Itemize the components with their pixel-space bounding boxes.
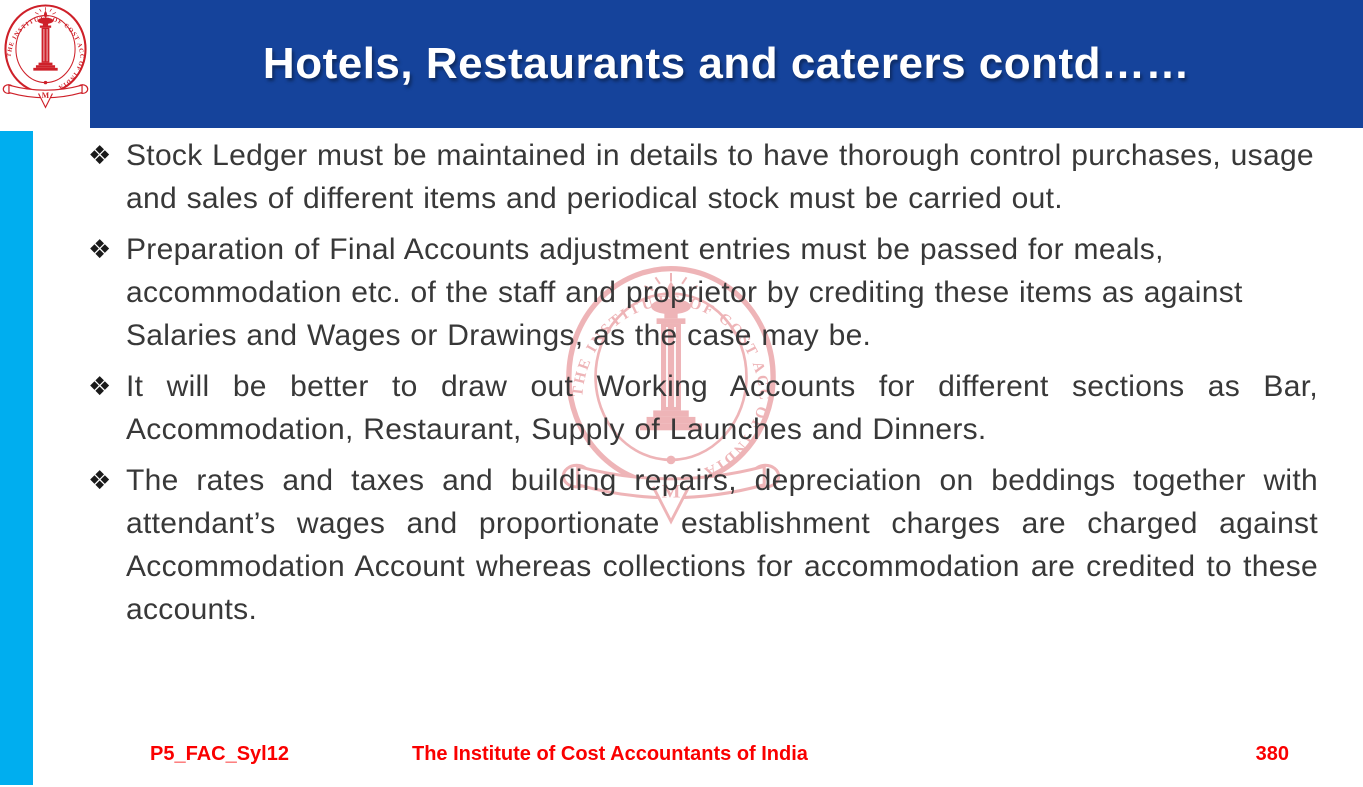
bullet-text: Stock Ledger must be maintained in details to have thorough control purchases, usage and sales of different items and periodical stock must be carried out. xyxy=(126,139,1314,215)
slide-footer xyxy=(0,737,1363,787)
bullet-text: The rates and taxes and building repairs, depreciation on beddings together with attendant’s wages and proportionate establishment charges are charged against Accommodation Account whereas collections for accommodation are credited to these accounts. xyxy=(126,464,1318,626)
bullet-text: It will be better to draw out Working Accounts for different sections as Bar, Accommodation, Restaurant, Supply of Launches and Dinners. xyxy=(126,370,1318,446)
institute-logo xyxy=(0,0,90,131)
institute-emblem-icon xyxy=(2,2,89,110)
bullet-marker-icon: ❖ xyxy=(88,465,112,495)
header-bar xyxy=(90,0,1363,128)
footer-institute-name: The Institute of Cost Accountants of India xyxy=(412,743,808,765)
footer-course-code: P5_FAC_Syl12 xyxy=(150,743,289,765)
bullet-item xyxy=(88,365,1318,451)
bullet-text: Preparation of Final Accounts adjustment entries must be passed for meals, accommodation etc. of the staff and proprietor by crediting these items as against Salaries and Wages or Drawings, as the case may be. xyxy=(126,233,1243,352)
bullet-marker-icon: ❖ xyxy=(88,371,112,401)
slide-title: Hotels, Restaurants and caterers contd…… xyxy=(262,39,1191,88)
bullet-list xyxy=(88,134,1318,639)
bullet-item xyxy=(88,134,1318,220)
footer-page-number: 380 xyxy=(1255,743,1289,765)
left-accent-stripe xyxy=(0,131,33,785)
bullet-item xyxy=(88,228,1318,357)
bullet-item xyxy=(88,459,1318,631)
bullet-marker-icon: ❖ xyxy=(88,234,112,264)
bullet-marker-icon: ❖ xyxy=(88,140,112,170)
